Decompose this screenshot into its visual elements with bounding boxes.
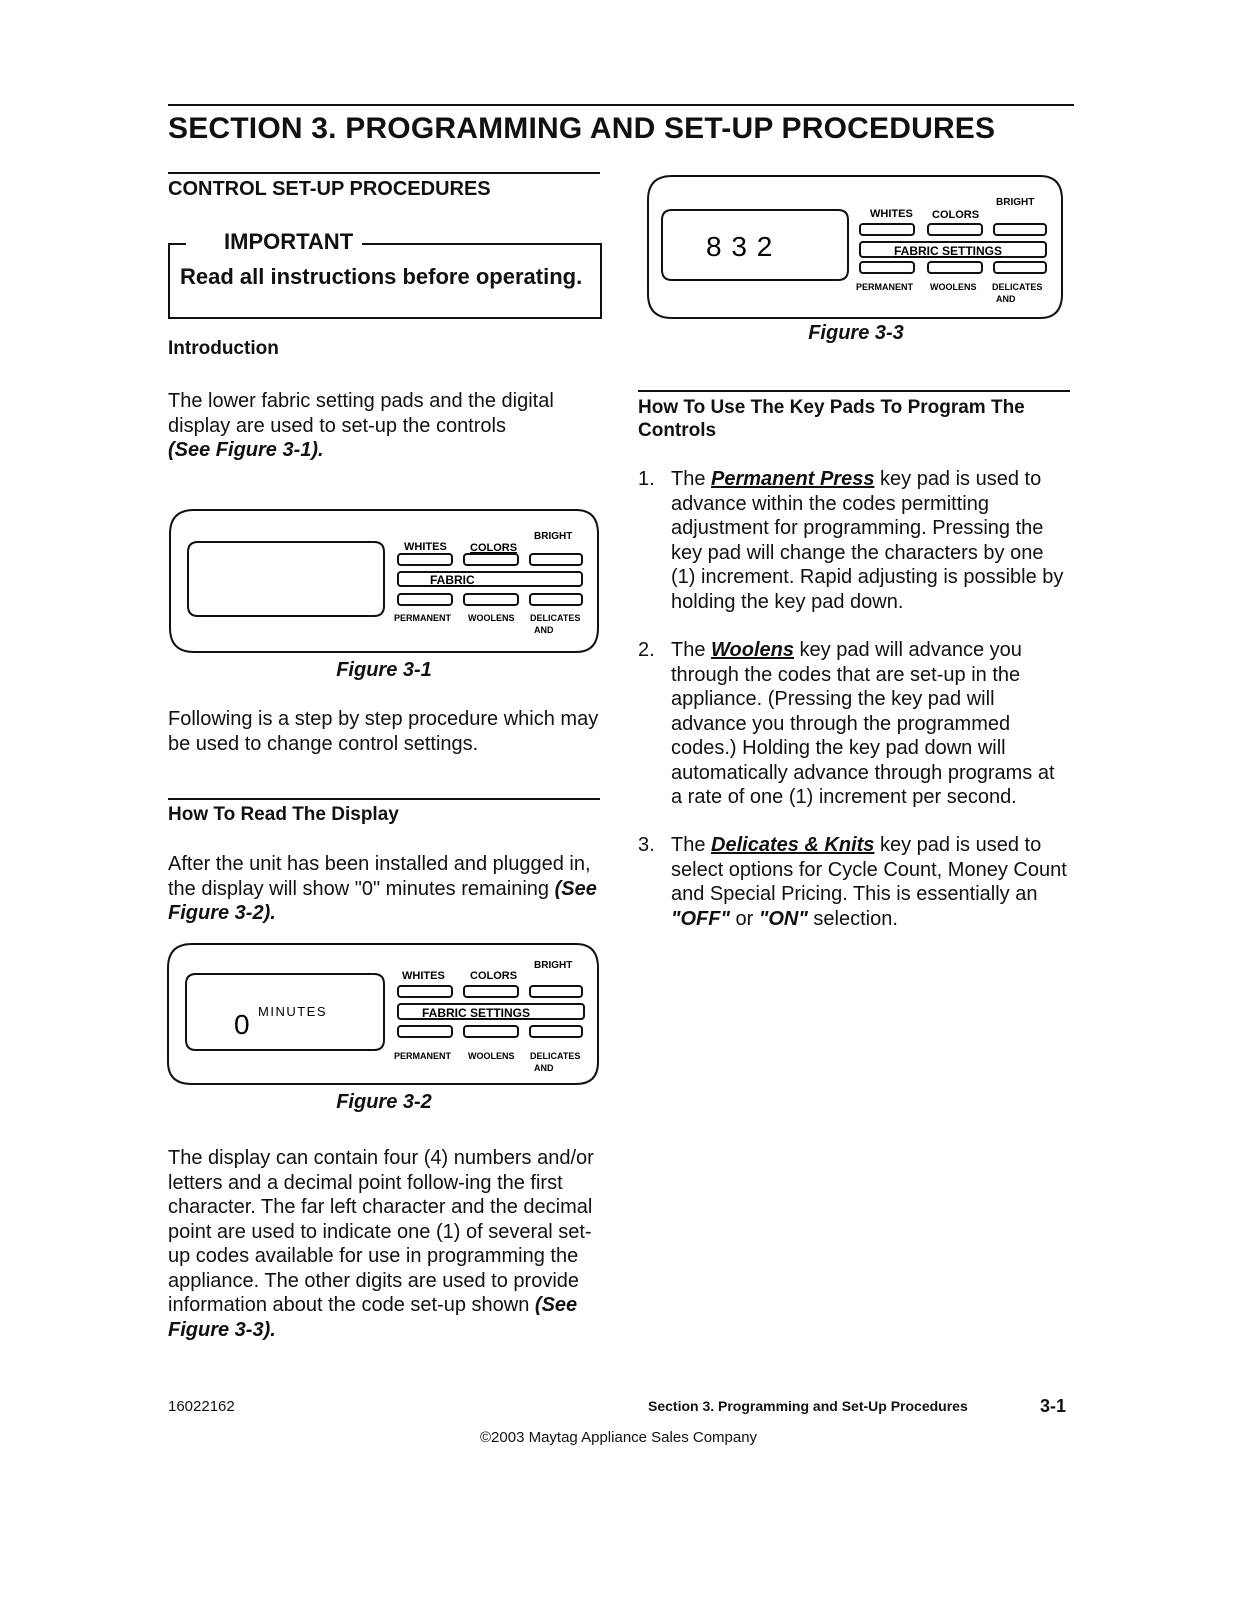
step-2-text (671, 638, 1071, 810)
figure-3-3-label-permanent: PERMANENT (856, 282, 914, 292)
figure-3-3-label-fabric: FABRIC SETTINGS (894, 244, 1003, 258)
procedure-intro-text: Following is a step by step procedure which may be used to change control settings. (168, 708, 599, 755)
figure-3-2-pad-colors (464, 986, 518, 997)
introduction-heading: Introduction (168, 338, 279, 359)
figure-3-2-label-permanent: PERMANENT (394, 1051, 452, 1061)
figure-3-3-pad-woolens (928, 262, 982, 273)
figure-3-3-caption: Figure 3-3 (808, 322, 904, 344)
figure-3-3-pad-colors (928, 224, 982, 235)
control-heading-rule (168, 172, 600, 174)
display-explanation-figure-ref: (See Figure 3-3). (168, 1294, 578, 1341)
figure-3-3-panel (642, 172, 1068, 322)
display-explanation-text: The display can contain four (4) numbers and/or letters and a decimal point follow-ing the first character. The far left character and the decimal point are used to indicate one (1) of several set-up codes available for use in programming the appliance. The other digits are used to provide information about the code set-up shown (168, 1147, 594, 1316)
control-setup-heading: CONTROL SET-UP PROCEDURES (168, 178, 491, 200)
figure-3-2-display-unit: MINUTES (258, 1004, 327, 1019)
figure-3-3-display-value: 8 3 2 (706, 231, 774, 262)
page-number: 3-1 (1040, 1396, 1067, 1416)
figure-3-2-label-whites: WHITES (402, 970, 445, 982)
step-1-number: 1. (638, 468, 655, 490)
read-display-rule (168, 798, 600, 800)
figure-3-2-label-and: AND (534, 1063, 554, 1073)
figure-3-1-caption: Figure 3-1 (336, 659, 432, 681)
figure-3-2-label-bright: BRIGHT (534, 960, 573, 971)
section-title: SECTION 3. PROGRAMMING AND SET-UP PROCEDURES (168, 112, 996, 145)
step-1-text (671, 467, 1071, 614)
figure-3-1-label-whites: WHITES (404, 541, 447, 553)
figure-3-1-label-colors: COLORS (470, 542, 518, 554)
step-3-description-start: key pad is used to select options for Cycle Count, Money Count and Special Pricing. This is essentially an (671, 834, 1067, 905)
figure-3-1-pad-delicates (530, 594, 582, 605)
figure-3-2-caption: Figure 3-2 (336, 1091, 432, 1113)
figure-3-3-label-colors: COLORS (932, 209, 980, 221)
step-2-description: key pad will advance you through the codes that are set-up in the appliance. (Pressing the key pad will advance you through the programmed codes.) Holding the key pad down will automatically advance through programs at a rate of one (1) increment per second. (671, 639, 1055, 808)
figure-3-3-label-whites: WHITES (870, 208, 913, 220)
figure-3-2-label-colors: COLORS (470, 970, 518, 982)
figure-3-3-pad-whites (860, 224, 914, 235)
important-label: IMPORTANT (224, 229, 354, 254)
document-number: 16022162 (168, 1398, 235, 1415)
figure-3-1-fabric-bar (398, 572, 582, 586)
figure-3-2-pad-whites (398, 986, 452, 997)
figure-3-2-label-fabric: FABRIC SETTINGS (422, 1006, 531, 1020)
step-3-prefix: The (671, 834, 706, 856)
keypad-heading-rule (638, 390, 1070, 392)
figure-3-3-pad-delicates (994, 262, 1046, 273)
step-1-description: key pad is used to advance within the codes permitting adjustment for programming. Pressing the key pad will change the characters by one (1) increment. Rapid adjusting is possible by holding the key pad down. (671, 468, 1064, 613)
step-3-number: 3. (638, 834, 655, 856)
figure-3-2-pad-permanent (398, 1026, 452, 1037)
copyright: ©2003 Maytag Appliance Sales Company (480, 1429, 758, 1446)
figure-3-3-label-bright: BRIGHT (996, 197, 1035, 208)
figure-3-3-label-delicates: DELICATES (992, 282, 1043, 292)
read-display-heading: How To Read The Display (168, 804, 399, 825)
figure-3-3-pad-bright (994, 224, 1046, 235)
step-1-prefix: The (671, 468, 706, 490)
figure-3-1-label-permanent: PERMANENT (394, 613, 452, 623)
step-1 (638, 467, 1068, 617)
figure-3-3-label-woolens: WOOLENS (930, 282, 977, 292)
top-rule (168, 104, 1074, 106)
introduction-figure-ref: (See Figure 3-1). (168, 439, 324, 461)
figure-3-1-label-bright: BRIGHT (534, 531, 573, 542)
figure-3-2-display-value: 0 (234, 1009, 250, 1040)
figure-3-1-pad-permanent (398, 594, 452, 605)
keypad-heading: How To Use The Key Pads To Program The Controls (638, 397, 1025, 441)
figure-3-2-pad-woolens (464, 1026, 518, 1037)
figure-3-1-label-delicates: DELICATES (530, 613, 581, 623)
figure-3-1-pad-colors (464, 554, 518, 565)
figure-3-2-label-woolens: WOOLENS (468, 1051, 515, 1061)
read-display-text: After the unit has been installed and plugged in, the display will show "0" minutes remaining (168, 853, 591, 900)
figure-3-2-pad-bright (530, 986, 582, 997)
figure-3-1-pad-whites (398, 554, 452, 565)
figure-3-1-label-woolens: WOOLENS (468, 613, 515, 623)
figure-3-3-label-and: AND (996, 294, 1016, 304)
step-3-description-end: selection. (807, 907, 898, 930)
step-3-off-value: "OFF" (671, 907, 730, 930)
introduction-text: The lower fabric setting pads and the digital display are used to set-up the controls (168, 390, 554, 437)
step-3-on-value: "ON" (758, 907, 808, 930)
figure-3-1-label-fabric: FABRIC (430, 573, 475, 587)
step-3 (638, 833, 1068, 933)
footer-section-label: Section 3. Programming and Set-Up Procedures (648, 1398, 968, 1414)
step-2-number: 2. (638, 639, 655, 661)
step-2-key-name: Woolens (711, 639, 794, 661)
step-3-text (671, 833, 1071, 931)
figure-3-3-pad-permanent (860, 262, 914, 273)
figure-3-2-panel (162, 940, 606, 1090)
figure-3-2-label-delicates: DELICATES (530, 1051, 581, 1061)
step-2 (638, 638, 1068, 813)
step-2-prefix: The (671, 639, 706, 661)
important-text: Read all instructions before operating. (180, 264, 583, 289)
figure-3-1-label-and: AND (534, 625, 554, 635)
figure-3-2-pad-delicates (530, 1026, 582, 1037)
figure-3-1-pad-bright (530, 554, 582, 565)
figure-3-1-pad-woolens (464, 594, 518, 605)
read-display-paragraph (168, 852, 600, 926)
figure-3-1-panel (164, 506, 604, 656)
step-3-or: or (729, 907, 759, 930)
step-3-key-name: Delicates & Knits (711, 834, 875, 856)
read-display-figure-ref: (See Figure 3-2). (168, 877, 597, 924)
introduction-paragraph (168, 389, 600, 463)
step-1-key-name: Permanent Press (711, 468, 875, 490)
display-explanation-paragraph (168, 1146, 600, 1342)
